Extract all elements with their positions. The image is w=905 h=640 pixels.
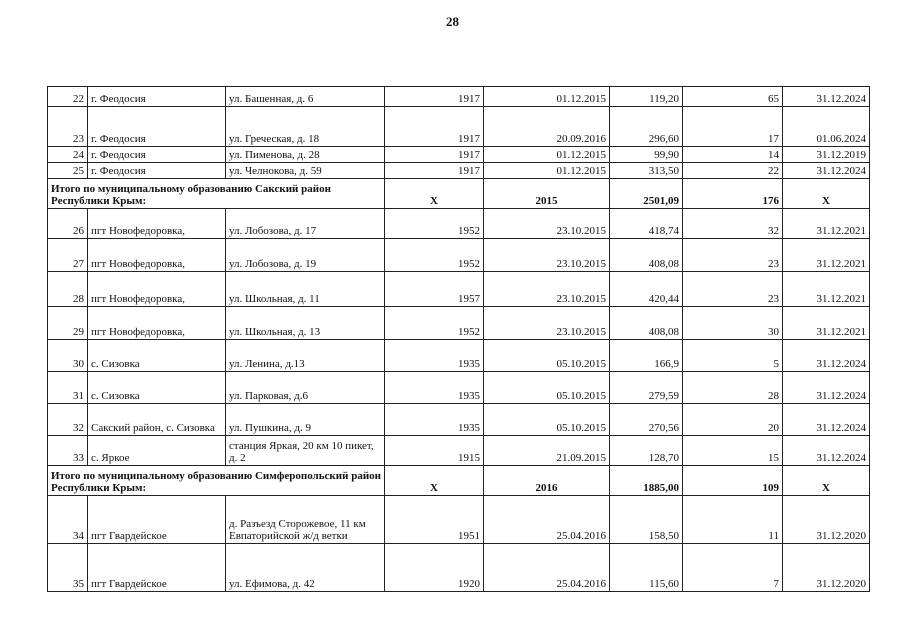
row-people: 32 xyxy=(683,209,783,239)
row-deadline: 31.12.2024 xyxy=(783,340,870,372)
row-number: 32 xyxy=(48,404,88,436)
row-locality: пгт Новофедоровка, xyxy=(88,272,226,307)
row-address: ул. Школьная, д. 13 xyxy=(226,307,385,340)
row-area: 418,74 xyxy=(610,209,683,239)
subtotal-area: 1885,00 xyxy=(610,466,683,496)
table-row xyxy=(48,340,870,372)
row-year: 1917 xyxy=(385,107,484,147)
row-people: 5 xyxy=(683,340,783,372)
row-people: 14 xyxy=(683,147,783,163)
row-year: 1957 xyxy=(385,272,484,307)
row-date: 05.10.2015 xyxy=(484,340,610,372)
row-people: 23 xyxy=(683,239,783,272)
row-area: 296,60 xyxy=(610,107,683,147)
row-area: 408,08 xyxy=(610,307,683,340)
table-row xyxy=(48,544,870,592)
row-locality: пгт Новофедоровка, xyxy=(88,307,226,340)
subtotal-row xyxy=(48,466,870,496)
row-number: 28 xyxy=(48,272,88,307)
row-number: 22 xyxy=(48,87,88,107)
subtotal-title: Итого по муниципальному образованию Сакский район Республики Крым: xyxy=(48,179,385,209)
subtotal-year: X xyxy=(385,179,484,209)
housing-table xyxy=(47,86,870,592)
row-people: 11 xyxy=(683,496,783,544)
row-locality: с. Яркое xyxy=(88,436,226,466)
row-year: 1917 xyxy=(385,163,484,179)
table-row xyxy=(48,239,870,272)
row-deadline: 31.12.2024 xyxy=(783,163,870,179)
row-locality: пгт Гвардейское xyxy=(88,496,226,544)
row-year: 1952 xyxy=(385,209,484,239)
row-area: 313,50 xyxy=(610,163,683,179)
row-area: 166,9 xyxy=(610,340,683,372)
row-address: ул. Ленина, д.13 xyxy=(226,340,385,372)
subtotal-title: Итого по муниципальному образованию Симферопольский район Республики Крым: xyxy=(48,466,385,496)
row-area: 270,56 xyxy=(610,404,683,436)
row-number: 25 xyxy=(48,163,88,179)
row-people: 20 xyxy=(683,404,783,436)
row-year: 1920 xyxy=(385,544,484,592)
row-year: 1935 xyxy=(385,372,484,404)
row-area: 119,20 xyxy=(610,87,683,107)
row-deadline: 31.12.2024 xyxy=(783,372,870,404)
subtotal-deadline: X xyxy=(783,179,870,209)
row-year: 1952 xyxy=(385,239,484,272)
subtotal-date: 2015 xyxy=(484,179,610,209)
row-area: 279,59 xyxy=(610,372,683,404)
row-deadline: 31.12.2020 xyxy=(783,544,870,592)
row-date: 23.10.2015 xyxy=(484,239,610,272)
row-deadline: 31.12.2024 xyxy=(783,404,870,436)
row-locality: г. Феодосия xyxy=(88,147,226,163)
row-address: станция Яркая, 20 км 10 пикет, д. 2 xyxy=(226,436,385,466)
row-address: ул. Греческая, д. 18 xyxy=(226,107,385,147)
row-number: 30 xyxy=(48,340,88,372)
row-date: 01.12.2015 xyxy=(484,163,610,179)
row-area: 115,60 xyxy=(610,544,683,592)
row-deadline: 31.12.2021 xyxy=(783,239,870,272)
subtotal-date: 2016 xyxy=(484,466,610,496)
row-people: 28 xyxy=(683,372,783,404)
row-date: 23.10.2015 xyxy=(484,209,610,239)
row-date: 25.04.2016 xyxy=(484,496,610,544)
row-deadline: 31.12.2021 xyxy=(783,307,870,340)
row-locality: пгт Новофедоровка, xyxy=(88,209,226,239)
row-deadline: 31.12.2021 xyxy=(783,272,870,307)
row-area: 128,70 xyxy=(610,436,683,466)
table-row xyxy=(48,107,870,147)
subtotal-row xyxy=(48,179,870,209)
table-row xyxy=(48,272,870,307)
row-area: 99,90 xyxy=(610,147,683,163)
row-address: ул. Пушкина, д. 9 xyxy=(226,404,385,436)
row-deadline: 31.12.2024 xyxy=(783,87,870,107)
row-people: 23 xyxy=(683,272,783,307)
row-address: ул. Парковая, д.6 xyxy=(226,372,385,404)
row-date: 25.04.2016 xyxy=(484,544,610,592)
table-row xyxy=(48,372,870,404)
row-locality: с. Сизовка xyxy=(88,372,226,404)
row-date: 23.10.2015 xyxy=(484,272,610,307)
row-locality: г. Феодосия xyxy=(88,163,226,179)
table-row xyxy=(48,209,870,239)
row-year: 1917 xyxy=(385,87,484,107)
row-date: 20.09.2016 xyxy=(484,107,610,147)
row-people: 15 xyxy=(683,436,783,466)
row-address: ул. Челнокова, д. 59 xyxy=(226,163,385,179)
row-deadline: 01.06.2024 xyxy=(783,107,870,147)
row-locality: г. Феодосия xyxy=(88,107,226,147)
row-year: 1917 xyxy=(385,147,484,163)
table-row xyxy=(48,163,870,179)
row-people: 17 xyxy=(683,107,783,147)
row-date: 23.10.2015 xyxy=(484,307,610,340)
table-row xyxy=(48,87,870,107)
row-area: 420,44 xyxy=(610,272,683,307)
row-date: 01.12.2015 xyxy=(484,87,610,107)
row-number: 27 xyxy=(48,239,88,272)
row-year: 1952 xyxy=(385,307,484,340)
row-number: 29 xyxy=(48,307,88,340)
row-number: 31 xyxy=(48,372,88,404)
row-date: 21.09.2015 xyxy=(484,436,610,466)
subtotal-deadline: X xyxy=(783,466,870,496)
row-address: ул. Школьная, д. 11 xyxy=(226,272,385,307)
row-number: 34 xyxy=(48,496,88,544)
row-year: 1915 xyxy=(385,436,484,466)
table-row xyxy=(48,496,870,544)
row-date: 01.12.2015 xyxy=(484,147,610,163)
row-area: 158,50 xyxy=(610,496,683,544)
row-deadline: 31.12.2019 xyxy=(783,147,870,163)
row-deadline: 31.12.2021 xyxy=(783,209,870,239)
row-area: 408,08 xyxy=(610,239,683,272)
row-number: 35 xyxy=(48,544,88,592)
row-number: 26 xyxy=(48,209,88,239)
table-row xyxy=(48,436,870,466)
table-row xyxy=(48,307,870,340)
subtotal-people: 109 xyxy=(683,466,783,496)
row-people: 30 xyxy=(683,307,783,340)
row-people: 65 xyxy=(683,87,783,107)
row-address: д. Разъезд Сторожевое, 11 км Евпаторийской ж/д ветки xyxy=(226,496,385,544)
row-deadline: 31.12.2020 xyxy=(783,496,870,544)
row-locality: Сакский район, с. Сизовка xyxy=(88,404,226,436)
row-locality: г. Феодосия xyxy=(88,87,226,107)
table-row xyxy=(48,147,870,163)
row-number: 23 xyxy=(48,107,88,147)
row-date: 05.10.2015 xyxy=(484,404,610,436)
subtotal-area: 2501,09 xyxy=(610,179,683,209)
subtotal-people: 176 xyxy=(683,179,783,209)
row-address: ул. Пименова, д. 28 xyxy=(226,147,385,163)
row-address: ул. Ефимова, д. 42 xyxy=(226,544,385,592)
table-row xyxy=(48,404,870,436)
row-deadline: 31.12.2024 xyxy=(783,436,870,466)
row-people: 22 xyxy=(683,163,783,179)
row-number: 33 xyxy=(48,436,88,466)
row-date: 05.10.2015 xyxy=(484,372,610,404)
row-address: ул. Башенная, д. 6 xyxy=(226,87,385,107)
row-number: 24 xyxy=(48,147,88,163)
page-number: 28 xyxy=(446,14,459,29)
row-address: ул. Лобозова, д. 17 xyxy=(226,209,385,239)
row-year: 1935 xyxy=(385,404,484,436)
subtotal-year: X xyxy=(385,466,484,496)
row-locality: пгт Гвардейское xyxy=(88,544,226,592)
row-locality: пгт Новофедоровка, xyxy=(88,239,226,272)
row-locality: с. Сизовка xyxy=(88,340,226,372)
row-year: 1935 xyxy=(385,340,484,372)
row-address: ул. Лобозова, д. 19 xyxy=(226,239,385,272)
row-year: 1951 xyxy=(385,496,484,544)
row-people: 7 xyxy=(683,544,783,592)
